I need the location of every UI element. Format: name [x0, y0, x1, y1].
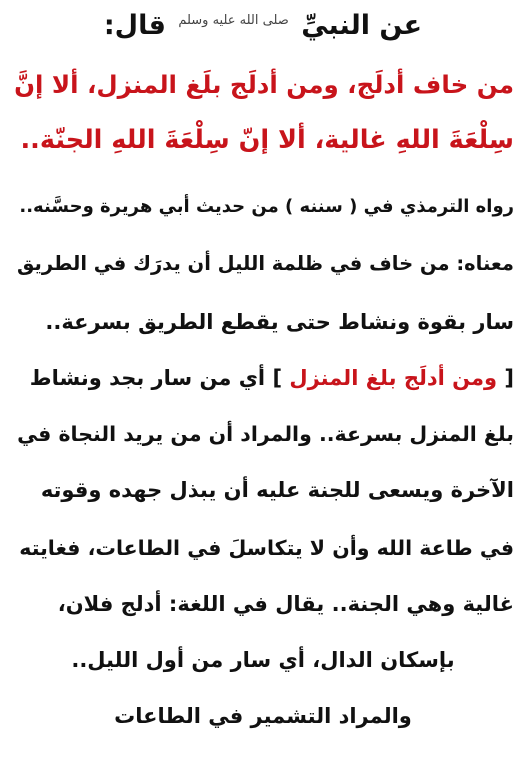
open-bracket: [	[504, 366, 514, 390]
explanation-line-2: معناه: من خاف في ظلمة الليل أن يدرَك في الطريق	[16, 252, 514, 275]
hadith-intro	[12, 10, 514, 41]
hadith-line-1: من خاف أدلَج، ومن أدلَج بلَغ المنزل، ألا إنَّ	[14, 70, 514, 99]
explanation-line-3: سار بقوة ونشاط حتى يقطع الطريق بسرعة..	[45, 310, 514, 334]
explanation-line-6: الآخرة ويسعى للجنة عليه أن يبذل جهده وقوته	[40, 478, 514, 502]
intro-suffix: قال:	[103, 10, 166, 41]
explanation-line-10: والمراد التشمير في الطاعات	[114, 704, 412, 728]
close-bracket: ]	[272, 366, 283, 390]
explanation-line-7: في طاعة الله وأن لا يتكاسلَ في الطاعات، فغايته	[19, 536, 514, 560]
explanation-line-5: بلغ المنزل بسرعة.. والمراد أن من يريد النجاة في	[17, 422, 514, 446]
explanation-line-8: غالية وهي الجنة.. يقال في اللغة: أدلج فلان،	[57, 592, 514, 616]
highlighted-phrase: ومن أدلَج بلغ المنزل	[289, 366, 498, 390]
explanation-line-1: رواه الترمذي في ( سننه ) من حديث أبي هريرة وحسَّنه..	[19, 196, 514, 217]
explanation-line-9: بإسكان الدال، أي سار من أول الليل..	[71, 648, 455, 672]
explanation-line-4	[12, 366, 514, 390]
salla-honorific: صلى الله عليه وسلم	[178, 13, 289, 28]
hadith-line-2: سِلْعَةَ اللهِ غالية، ألا إنّ سِلْعَةَ اللهِ الجنّة..	[20, 125, 514, 155]
explanation-line-4-rest: أي من سار بجد ونشاط	[29, 366, 266, 390]
intro-prefix: عن النبيِّ	[301, 10, 423, 41]
